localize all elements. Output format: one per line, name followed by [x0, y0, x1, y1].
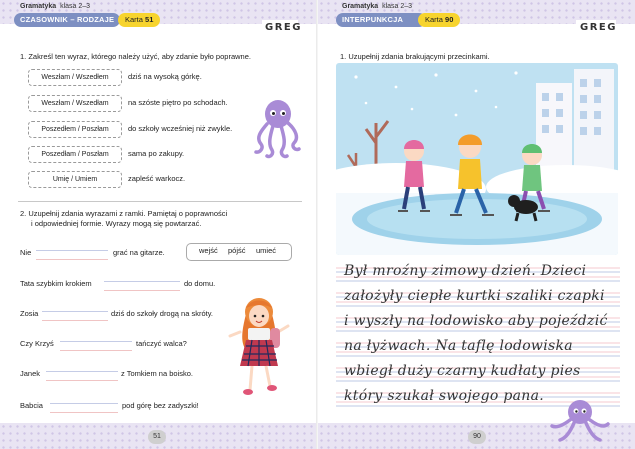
handwriting-line: na łyżwach. Na taflę lodowiska	[344, 338, 573, 354]
card-label: Karta	[125, 15, 143, 24]
sentence-text: do szkoły wcześniej niż zwykle.	[128, 124, 233, 133]
handwriting-line: i wyszły na lodowisko aby pojeździć	[344, 313, 608, 329]
card-badge	[418, 13, 460, 27]
subject-label: Gramatyka	[20, 3, 57, 10]
exercise2-instruction-line2: i odpowiedniej formie. Wyrazy mogą się powtarzać.	[31, 219, 202, 228]
topic-label: CZASOWNIK – RODZAJE	[20, 15, 115, 24]
greg-logo: GREG	[265, 22, 302, 33]
card-label: Karta	[425, 15, 443, 24]
choice-box[interactable]: Weszłam / Wszedłam	[28, 95, 122, 112]
page-number: 90	[468, 430, 486, 444]
sentence-start: Babcia	[20, 401, 43, 410]
greg-logo: GREG	[580, 22, 617, 33]
answer-blank[interactable]	[50, 403, 118, 413]
grade-label: klasa 2–3	[60, 3, 91, 10]
word-option: wejść	[199, 246, 218, 255]
octopus-illustration	[550, 398, 610, 446]
topic-pill	[336, 13, 426, 27]
girl-illustration	[226, 290, 292, 398]
exercise2-instruction-line1: 2. Uzupełnij zdania wyrazami z ramki. Pamiętaj o poprawności	[20, 209, 228, 218]
handwriting-line: Był mroźny zimowy dzień. Dzieci	[344, 263, 587, 279]
sentence-end: tańczyć walca?	[136, 339, 187, 348]
sentence-text: zapleść warkocz.	[128, 174, 186, 183]
card-number: 90	[445, 15, 454, 24]
header-subject	[20, 3, 90, 10]
sentence-text: dziś na wysoką górkę.	[128, 72, 202, 81]
header-subject	[342, 3, 412, 10]
right-page	[318, 0, 635, 449]
answer-blank[interactable]	[42, 311, 108, 321]
sentence-end: pod górę bez zadyszki!	[122, 401, 199, 410]
word-option: pójść	[228, 246, 246, 255]
choice-box[interactable]: Umię / Umiem	[28, 171, 122, 188]
handwriting-line: który szukał swojego pana.	[344, 388, 544, 404]
sentence-end: grać na gitarze.	[113, 248, 165, 257]
sentence-end: z Tomkiem na boisko.	[121, 369, 193, 378]
sentence-start: Tata szybkim krokiem	[20, 279, 92, 288]
sentence-start: Janek	[20, 369, 41, 378]
sentence-end: do domu.	[184, 279, 216, 288]
sentence-end: dziś do szkoły drogą na skróty.	[111, 309, 213, 318]
topic-label: INTERPUNKCJA	[342, 15, 404, 24]
subject-label: Gramatyka	[342, 3, 379, 10]
sentence-text: na szóste piętro po schodach.	[128, 98, 228, 107]
card-number: 51	[145, 15, 154, 24]
answer-blank[interactable]	[104, 281, 180, 291]
answer-blank[interactable]	[60, 341, 132, 351]
choice-box[interactable]: Weszłam / Wszedłem	[28, 69, 122, 86]
answer-blank[interactable]	[36, 250, 108, 260]
sentence-start: Czy Krzyś	[20, 339, 54, 348]
answer-blank[interactable]	[46, 371, 118, 381]
sentence-text: sama po zakupy.	[128, 149, 185, 158]
choice-box[interactable]: Poszedłam / Poszłam	[28, 146, 122, 163]
section-divider	[18, 201, 302, 202]
sentence-start: Zosia	[20, 309, 39, 318]
grade-label: klasa 2–3	[382, 3, 413, 10]
skating-children-illustration	[336, 63, 618, 255]
topic-pill	[14, 13, 120, 27]
exercise1-instruction: 1. Uzupełnij zdania brakującymi przecinkami.	[340, 52, 490, 61]
choice-box[interactable]: Poszedłem / Poszłam	[28, 121, 122, 138]
page-number: 51	[148, 430, 166, 444]
sentence-start: Nie	[20, 248, 32, 257]
handwriting-line: założyły ciepłe kurtki szaliki czapki	[344, 288, 605, 304]
handwriting-line: wbiegł duży czarny kudłaty pies	[344, 363, 581, 379]
word-option: umieć	[256, 246, 277, 255]
card-badge	[118, 13, 160, 27]
exercise1-instruction: 1. Zakreśl ten wyraz, którego należy użyć, aby zdanie było poprawne.	[20, 52, 251, 61]
octopus-illustration	[252, 98, 302, 160]
